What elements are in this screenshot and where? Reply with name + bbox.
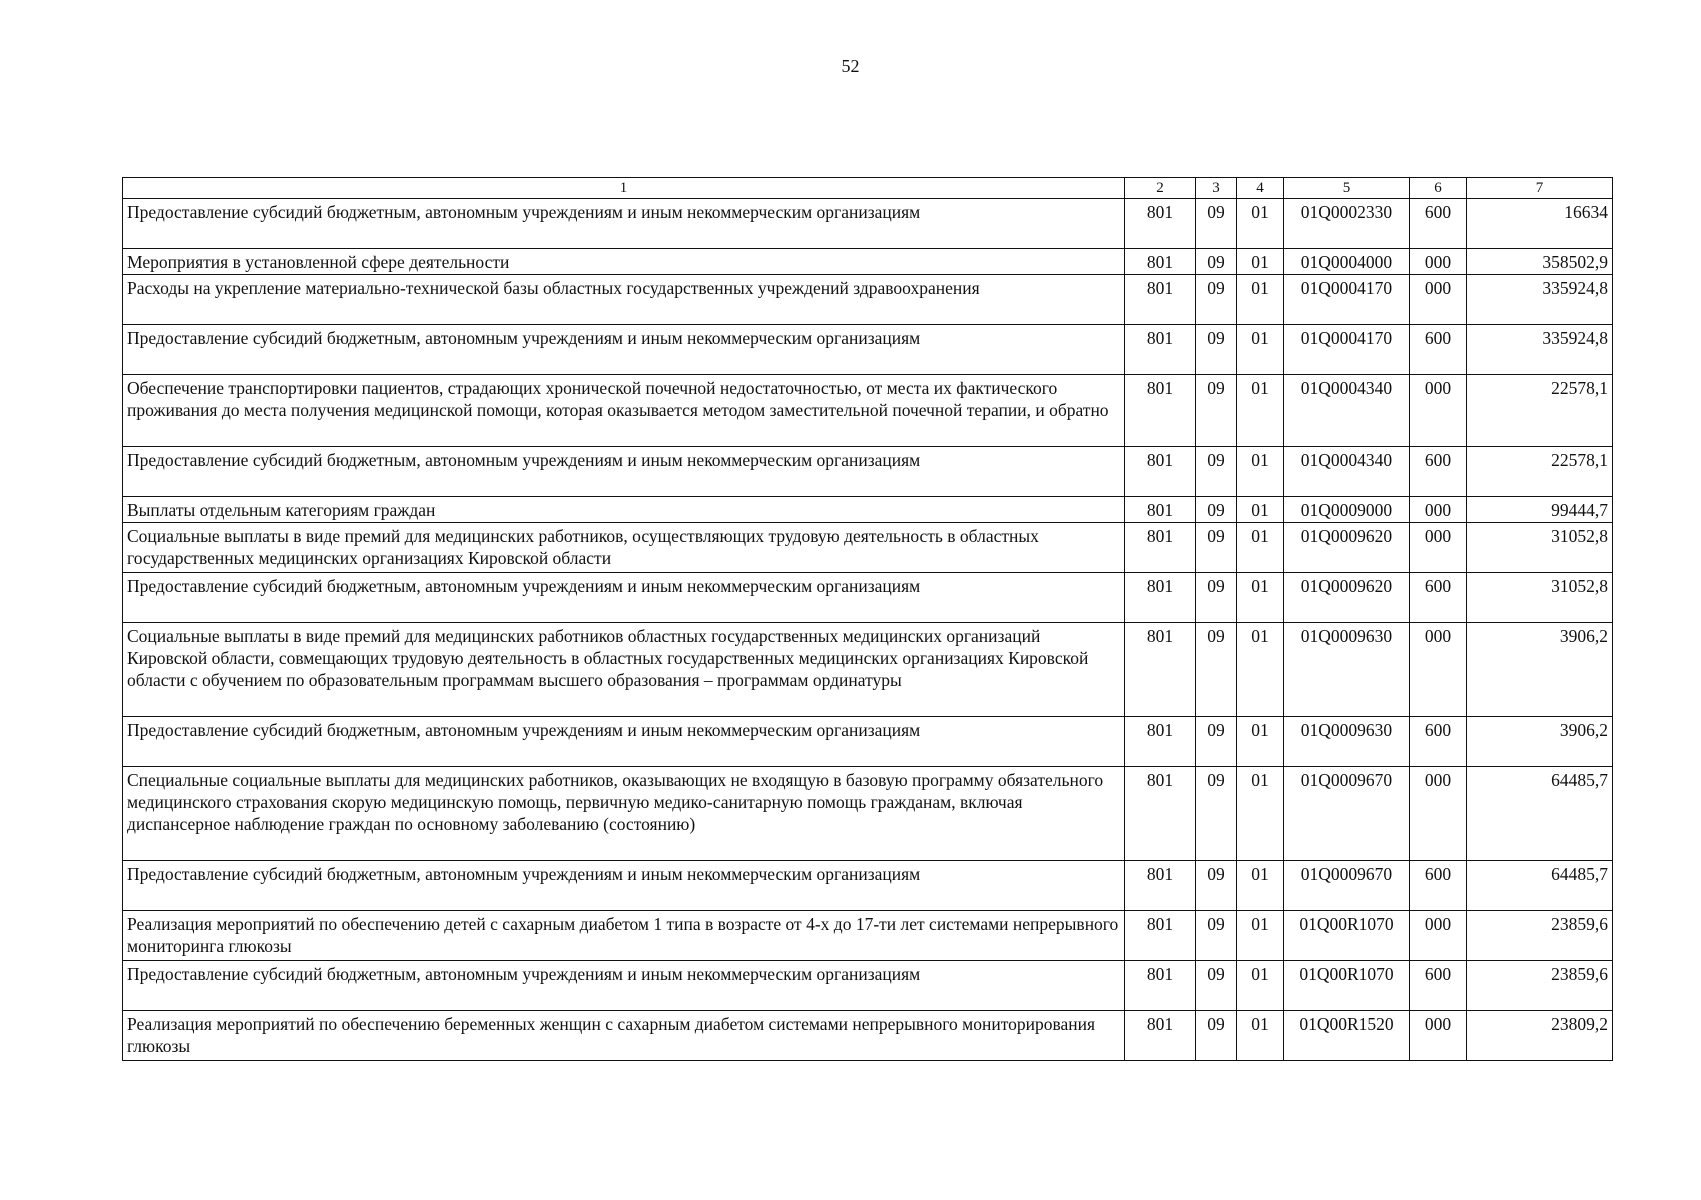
amount-cell: 23859,6 <box>1467 961 1613 1011</box>
chapter-code-cell: 801 <box>1125 249 1196 275</box>
table-row <box>123 447 1613 497</box>
subsection-code-cell: 01 <box>1237 767 1284 861</box>
section-code-cell: 09 <box>1196 447 1237 497</box>
target-article-code-cell: 01Q0004170 <box>1284 325 1410 375</box>
target-article-code-cell: 01Q0009620 <box>1284 523 1410 573</box>
row-title-cell: Предоставление субсидий бюджетным, автономным учреждениям и иным некоммерческим организациям <box>123 717 1125 767</box>
target-article-code-cell: 01Q0004170 <box>1284 275 1410 325</box>
row-title-cell: Предоставление субсидий бюджетным, автономным учреждениям и иным некоммерческим организациям <box>123 961 1125 1011</box>
target-article-code-cell: 01Q00R1520 <box>1284 1011 1410 1061</box>
chapter-code-cell: 801 <box>1125 717 1196 767</box>
chapter-code-cell: 801 <box>1125 1011 1196 1061</box>
subsection-code-cell: 01 <box>1237 717 1284 767</box>
table-body <box>123 199 1613 1061</box>
table-row <box>123 497 1613 523</box>
target-article-code-cell: 01Q0009670 <box>1284 861 1410 911</box>
chapter-code-cell: 801 <box>1125 911 1196 961</box>
expense-type-code-cell: 600 <box>1410 573 1467 623</box>
subsection-code-cell: 01 <box>1237 199 1284 249</box>
subsection-code-cell: 01 <box>1237 523 1284 573</box>
expense-type-code-cell: 000 <box>1410 375 1467 447</box>
amount-cell: 16634 <box>1467 199 1613 249</box>
section-code-cell: 09 <box>1196 911 1237 961</box>
chapter-code-cell: 801 <box>1125 375 1196 447</box>
target-article-code-cell: 01Q0009630 <box>1284 717 1410 767</box>
subsection-code-cell: 01 <box>1237 911 1284 961</box>
header-cell-2: 2 <box>1125 178 1196 199</box>
header-row <box>123 178 1613 199</box>
amount-cell: 31052,8 <box>1467 573 1613 623</box>
chapter-code-cell: 801 <box>1125 275 1196 325</box>
expense-type-code-cell: 600 <box>1410 961 1467 1011</box>
chapter-code-cell: 801 <box>1125 447 1196 497</box>
row-title-cell: Предоставление субсидий бюджетным, автономным учреждениям и иным некоммерческим организациям <box>123 573 1125 623</box>
table-row <box>123 961 1613 1011</box>
target-article-code-cell: 01Q00R1070 <box>1284 911 1410 961</box>
row-title-cell: Выплаты отдельным категориям граждан <box>123 497 1125 523</box>
subsection-code-cell: 01 <box>1237 623 1284 717</box>
chapter-code-cell: 801 <box>1125 767 1196 861</box>
target-article-code-cell: 01Q0009630 <box>1284 623 1410 717</box>
header-cell-3: 3 <box>1196 178 1237 199</box>
expense-type-code-cell: 600 <box>1410 199 1467 249</box>
section-code-cell: 09 <box>1196 199 1237 249</box>
amount-cell: 99444,7 <box>1467 497 1613 523</box>
row-title-cell: Специальные социальные выплаты для медицинских работников, оказывающих не входящую в базовую программу обязательного медицинского страхования скорую медицинскую помощь, первичную медико-санитарную помощь гражданам, включая диспансерное наблюдение граждан по основному заболеванию (состоянию) <box>123 767 1125 861</box>
subsection-code-cell: 01 <box>1237 961 1284 1011</box>
target-article-code-cell: 01Q0004340 <box>1284 447 1410 497</box>
table-row <box>123 249 1613 275</box>
subsection-code-cell: 01 <box>1237 573 1284 623</box>
section-code-cell: 09 <box>1196 573 1237 623</box>
row-title-cell: Социальные выплаты в виде премий для медицинских работников областных государственных медицинских организаций Кировской области, совмещающих трудовую деятельность в областных государственных медицинских организациях Кировской области с обучением по образовательным программам высшего образования – программам ординатуры <box>123 623 1125 717</box>
header-cell-4: 4 <box>1237 178 1284 199</box>
amount-cell: 22578,1 <box>1467 447 1613 497</box>
amount-cell: 31052,8 <box>1467 523 1613 573</box>
section-code-cell: 09 <box>1196 717 1237 767</box>
header-cell-6: 6 <box>1410 178 1467 199</box>
section-code-cell: 09 <box>1196 275 1237 325</box>
budget-table <box>122 177 1613 1061</box>
subsection-code-cell: 01 <box>1237 375 1284 447</box>
chapter-code-cell: 801 <box>1125 961 1196 1011</box>
table-row <box>123 275 1613 325</box>
header-cell-7: 7 <box>1467 178 1613 199</box>
section-code-cell: 09 <box>1196 523 1237 573</box>
expense-type-code-cell: 000 <box>1410 623 1467 717</box>
expense-type-code-cell: 000 <box>1410 911 1467 961</box>
subsection-code-cell: 01 <box>1237 861 1284 911</box>
expense-type-code-cell: 000 <box>1410 497 1467 523</box>
section-code-cell: 09 <box>1196 861 1237 911</box>
subsection-code-cell: 01 <box>1237 1011 1284 1061</box>
section-code-cell: 09 <box>1196 325 1237 375</box>
row-title-cell: Предоставление субсидий бюджетным, автономным учреждениям и иным некоммерческим организациям <box>123 199 1125 249</box>
subsection-code-cell: 01 <box>1237 325 1284 375</box>
table-row <box>123 573 1613 623</box>
table-row <box>123 717 1613 767</box>
table-row <box>123 861 1613 911</box>
subsection-code-cell: 01 <box>1237 497 1284 523</box>
expense-type-code-cell: 600 <box>1410 447 1467 497</box>
expense-type-code-cell: 000 <box>1410 275 1467 325</box>
row-title-cell: Реализация мероприятий по обеспечению детей с сахарным диабетом 1 типа в возрасте от 4-х до 17-ти лет системами непрерывного мониторинга глюкозы <box>123 911 1125 961</box>
expense-type-code-cell: 000 <box>1410 249 1467 275</box>
page-number: 52 <box>841 56 860 76</box>
chapter-code-cell: 801 <box>1125 861 1196 911</box>
chapter-code-cell: 801 <box>1125 325 1196 375</box>
row-title-cell: Предоставление субсидий бюджетным, автономным учреждениям и иным некоммерческим организациям <box>123 447 1125 497</box>
header-cell-5: 5 <box>1284 178 1410 199</box>
amount-cell: 335924,8 <box>1467 275 1613 325</box>
section-code-cell: 09 <box>1196 497 1237 523</box>
table-row <box>123 325 1613 375</box>
subsection-code-cell: 01 <box>1237 447 1284 497</box>
table-row <box>123 375 1613 447</box>
row-title-cell: Мероприятия в установленной сфере деятельности <box>123 249 1125 275</box>
row-title-cell: Предоставление субсидий бюджетным, автономным учреждениям и иным некоммерческим организациям <box>123 861 1125 911</box>
amount-cell: 64485,7 <box>1467 767 1613 861</box>
chapter-code-cell: 801 <box>1125 573 1196 623</box>
target-article-code-cell: 01Q0009620 <box>1284 573 1410 623</box>
section-code-cell: 09 <box>1196 961 1237 1011</box>
amount-cell: 64485,7 <box>1467 861 1613 911</box>
target-article-code-cell: 01Q0004340 <box>1284 375 1410 447</box>
expense-type-code-cell: 600 <box>1410 717 1467 767</box>
amount-cell: 358502,9 <box>1467 249 1613 275</box>
amount-cell: 23859,6 <box>1467 911 1613 961</box>
section-code-cell: 09 <box>1196 375 1237 447</box>
amount-cell: 3906,2 <box>1467 623 1613 717</box>
amount-cell: 22578,1 <box>1467 375 1613 447</box>
expense-type-code-cell: 600 <box>1410 325 1467 375</box>
section-code-cell: 09 <box>1196 249 1237 275</box>
amount-cell: 23809,2 <box>1467 1011 1613 1061</box>
table-row <box>123 523 1613 573</box>
target-article-code-cell: 01Q0002330 <box>1284 199 1410 249</box>
row-title-cell: Реализация мероприятий по обеспечению беременных женщин с сахарным диабетом системами непрерывного мониторирования глюкозы <box>123 1011 1125 1061</box>
table-row <box>123 911 1613 961</box>
expense-type-code-cell: 000 <box>1410 523 1467 573</box>
target-article-code-cell: 01Q0009670 <box>1284 767 1410 861</box>
section-code-cell: 09 <box>1196 623 1237 717</box>
expense-type-code-cell: 600 <box>1410 861 1467 911</box>
chapter-code-cell: 801 <box>1125 523 1196 573</box>
table-row <box>123 199 1613 249</box>
amount-cell: 335924,8 <box>1467 325 1613 375</box>
row-title-cell: Обеспечение транспортировки пациентов, страдающих хронической почечной недостаточностью, от места их фактического проживания до места получения медицинской помощи, которая оказывается методом заместительной почечной терапии, и обратно <box>123 375 1125 447</box>
row-title-cell: Социальные выплаты в виде премий для медицинских работников, осуществляющих трудовую деятельность в областных государственных медицинских организациях Кировской области <box>123 523 1125 573</box>
expense-type-code-cell: 000 <box>1410 767 1467 861</box>
header-cell-1: 1 <box>123 178 1125 199</box>
row-title-cell: Предоставление субсидий бюджетным, автономным учреждениям и иным некоммерческим организациям <box>123 325 1125 375</box>
amount-cell: 3906,2 <box>1467 717 1613 767</box>
expense-type-code-cell: 000 <box>1410 1011 1467 1061</box>
chapter-code-cell: 801 <box>1125 623 1196 717</box>
target-article-code-cell: 01Q0009000 <box>1284 497 1410 523</box>
section-code-cell: 09 <box>1196 1011 1237 1061</box>
row-title-cell: Расходы на укрепление материально-технической базы областных государственных учреждений здравоохранения <box>123 275 1125 325</box>
table-row <box>123 767 1613 861</box>
chapter-code-cell: 801 <box>1125 199 1196 249</box>
target-article-code-cell: 01Q00R1070 <box>1284 961 1410 1011</box>
table-row <box>123 1011 1613 1061</box>
subsection-code-cell: 01 <box>1237 249 1284 275</box>
target-article-code-cell: 01Q0004000 <box>1284 249 1410 275</box>
subsection-code-cell: 01 <box>1237 275 1284 325</box>
chapter-code-cell: 801 <box>1125 497 1196 523</box>
table-row <box>123 623 1613 717</box>
section-code-cell: 09 <box>1196 767 1237 861</box>
